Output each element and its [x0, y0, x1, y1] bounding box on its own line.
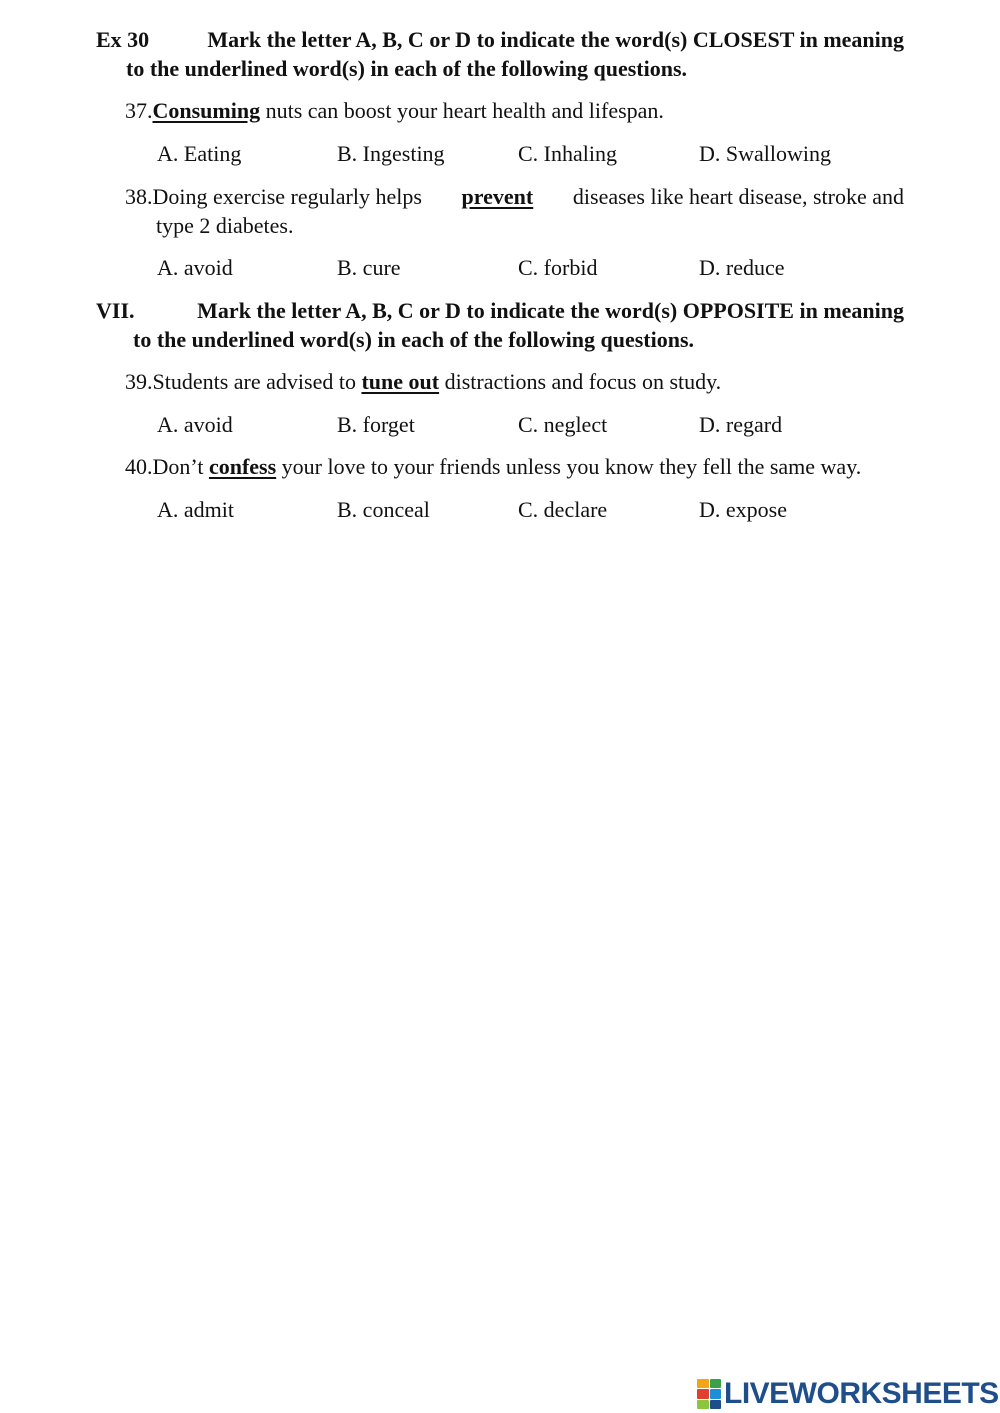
underlined-word: tune out	[361, 369, 440, 394]
option-a[interactable]: A. admit	[157, 497, 234, 522]
option-a[interactable]: A. avoid	[157, 412, 233, 437]
section-heading-ex30	[96, 25, 904, 83]
question-number: 37.	[125, 98, 153, 123]
option-a[interactable]: A. Eating	[157, 141, 242, 166]
question-text-continuation: type 2 diabetes.	[156, 213, 294, 238]
option-c[interactable]: C. Inhaling	[518, 141, 617, 166]
liveworksheets-logo-icon	[697, 1379, 721, 1409]
question-text-before: Don’t	[152, 454, 209, 479]
question-number: 39.	[125, 369, 153, 394]
section-heading-line1	[96, 296, 904, 325]
option-c[interactable]: C. declare	[518, 497, 608, 522]
logo-block	[710, 1400, 722, 1409]
option-a[interactable]: A. avoid	[157, 255, 233, 280]
question-text-after: diseases like heart disease, stroke and	[567, 184, 904, 209]
section-title-line2: to the underlined word(s) in each of the following questions.	[133, 327, 695, 352]
underlined-word: confess	[208, 454, 277, 479]
question-text: nuts can boost your heart health and lifespan.	[260, 98, 664, 123]
logo-block	[697, 1379, 709, 1388]
option-b[interactable]: B. forget	[337, 412, 415, 437]
option-c[interactable]: C. neglect	[518, 412, 608, 437]
section-title-line2: to the underlined word(s) in each of the following questions.	[126, 56, 688, 81]
option-d[interactable]: D. Swallowing	[699, 141, 831, 166]
question-text-after: your love to your friends unless you know they fell the same way.	[276, 454, 862, 479]
question-37-stem	[125, 96, 664, 125]
section-label: VII.	[96, 298, 135, 323]
question-39-stem	[125, 367, 721, 396]
option-d[interactable]: D. expose	[699, 497, 787, 522]
section-label: Ex 30	[96, 27, 150, 52]
question-number: 38.	[125, 184, 153, 209]
underlined-word: prevent	[461, 184, 534, 209]
liveworksheets-watermark	[697, 1376, 999, 1412]
question-number: 40.	[125, 454, 153, 479]
section-heading-line1	[96, 25, 904, 54]
logo-block	[710, 1389, 722, 1398]
question-text-after: distractions and focus on study.	[439, 369, 722, 394]
underlined-word: Consuming	[152, 98, 261, 123]
option-c[interactable]: C. forbid	[518, 255, 598, 280]
option-b[interactable]: B. conceal	[337, 497, 430, 522]
option-b[interactable]: B. cure	[337, 255, 401, 280]
logo-block	[710, 1379, 722, 1388]
section-title-line1: Mark the letter A, B, C or D to indicate the word(s) OPPOSITE in meaning	[197, 298, 904, 323]
logo-block	[697, 1400, 709, 1409]
watermark-text: LIVEWORKSHEETS	[724, 1377, 999, 1410]
question-38-stem	[125, 182, 904, 240]
option-d[interactable]: D. regard	[699, 412, 783, 437]
section-heading-vii	[96, 296, 904, 354]
question-40-stem	[125, 452, 861, 481]
option-d[interactable]: D. reduce	[699, 255, 785, 280]
question-text-before: Students are advised to	[152, 369, 362, 394]
section-title-line1: Mark the letter A, B, C or D to indicate the word(s) CLOSEST in meaning	[207, 27, 904, 52]
question-text-line1	[153, 182, 905, 211]
logo-block	[697, 1389, 709, 1398]
question-text-before: Doing exercise regularly helps	[152, 184, 428, 209]
option-b[interactable]: B. Ingesting	[337, 141, 445, 166]
